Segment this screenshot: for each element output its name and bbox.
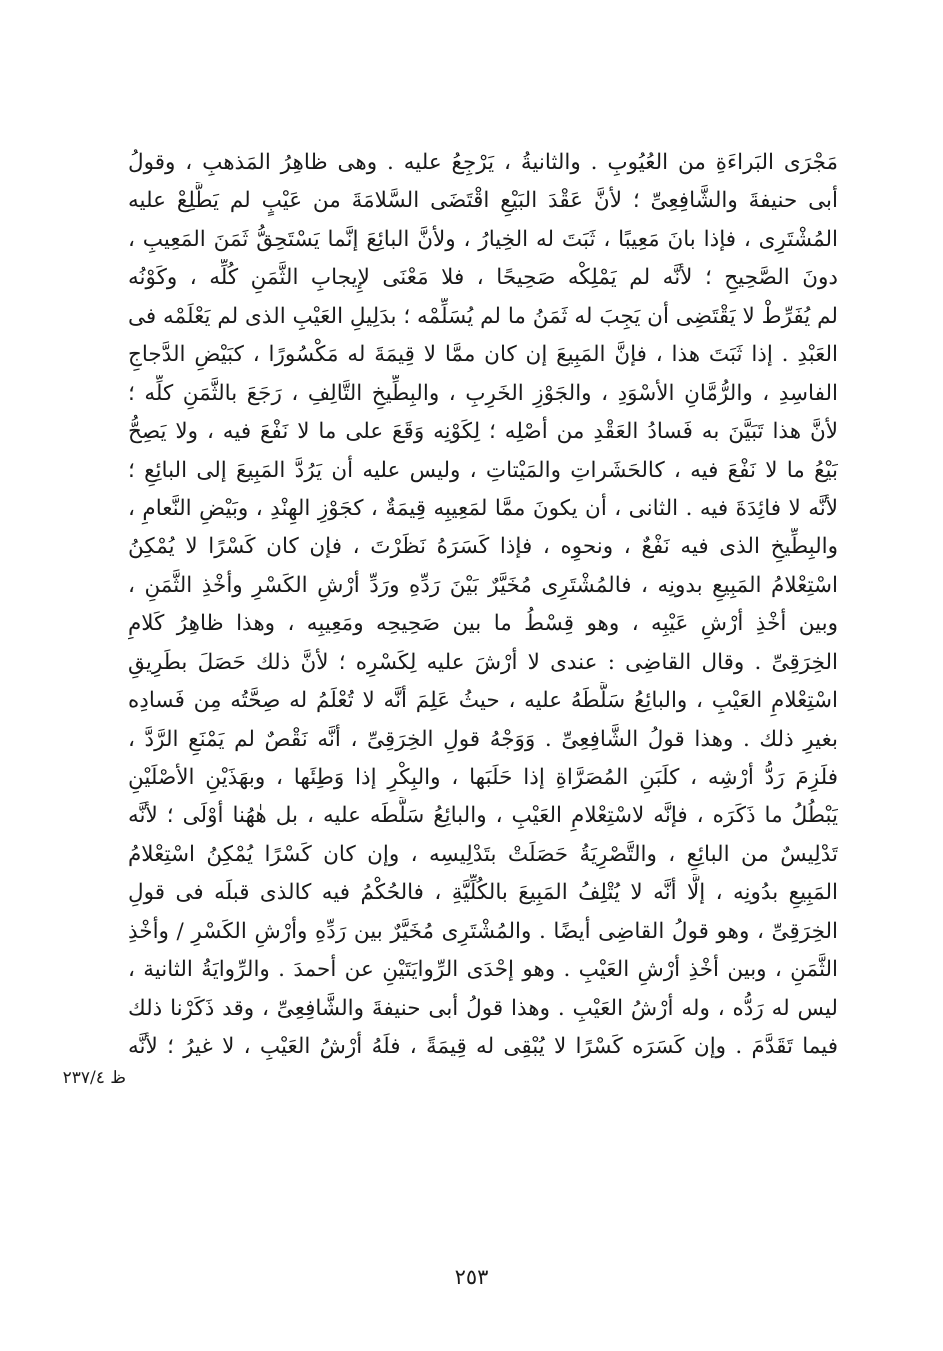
body-line: وبين أخْذِ أرْشِ عَيْبِه ، وهو قِسْطُ ما بين صَحِيحِه ومَعِيبِه ، وهذا ظاهِرُ كَلامِ bbox=[128, 611, 838, 637]
body-text bbox=[128, 144, 838, 1067]
body-line: اسْتِعْلامِ العَيْبِ ، والبائِعُ سَلَّطَهُ عليه ، حيثُ عَلِمَ أنَّه لا تُعْلَمُ له صِحَّتُه مِن فَسادِه bbox=[128, 688, 838, 714]
margin-note: ظ ٢٣٧/٤ bbox=[62, 1068, 126, 1088]
body-line: لأنَّه لا فائِدَةَ فيه . الثانى ، أن يكونَ ممَّا لمَعِيبِه قِيمَةٌ ، كجَوْزِ الهِنْدِ ، وبَيْضِ النَّعامِ ، bbox=[128, 495, 838, 521]
body-line: الخِرَقِىِّ . وقال القاضِى : عندى لا أرْشَ عليه لِكَسْرِه ؛ لأنَّ ذلك حَصَلَ بطَرِيقِ bbox=[128, 649, 838, 675]
body-line: فيما تَقَدَّمَ . وإن كَسَرَه كَسْرًا لا يُبْقِى له قِيمَةً ، فلَهُ أرْشُ العَيْبِ ، لا غيرُ ؛ لأنَّه bbox=[128, 1034, 838, 1060]
body-line: بغيرِ ذلك . وهذا قولُ الشَّافِعِىِّ . وَوَجْهُ قولِ الخِرَقِىِّ ، أنَّه نَقْصٌ لم يَمْنَعِ الرَّدَّ ، bbox=[128, 726, 838, 752]
body-line: ليس له رَدُّه ، وله أرْشُ العَيْبِ . وهذا قولُ أبى حنيفةَ والشَّافِعِىِّ ، وقد ذَكَرْنا ذلك bbox=[128, 995, 838, 1021]
body-line: المَبِيعِ بدُونِه ، إلَّا أنَّه لا يُتْلِفُ المَبِيعَ بالكُلِّيَّةِ ، فالحُكْمُ فيه كالذى قبلَه فى قولِ bbox=[128, 880, 838, 906]
body-line: فلَزِمَ رَدُّ أرْشِه ، كلَبَنِ المُصَرَّاةِ إذا حَلَبَها ، والبِكْرِ إذا وَطِئَها ، وبهَذَيْنِ الأصْلَيْنِ bbox=[128, 765, 838, 790]
body-line: تَدْلِيسٌ من البائِعِ ، والتَّصْرِيَةُ حَصَلَتْ بتَدْلِيسِه ، وإن كان كَسْرًا يُمْكِنُ اسْتِعْلامُ bbox=[128, 841, 838, 867]
body-line: الخِرَقِىِّ ، وهو قولُ القاضِى أيضًا . والمُشْتَرِى مُخَيَّرٌ بين رَدِّهِ وأرْشِ الكَسْرِ / وأخْذِ bbox=[128, 918, 838, 944]
body-line: يَبْطُلُ ما ذَكَرَه ، فإنَّه لاسْتِعْلامِ العَيْبِ ، والبائِعُ سَلَّطَه عليه ، بل هٰهُنا أوْلَى ؛ لأنَّه bbox=[128, 803, 838, 829]
body-line: بَيْعُ ما لا نَفْعَ فيه ، كالحَشَراتِ والمَيْتاتِ ، وليس عليه أن يَرُدَّ المَبِيعَ إلى البائِعِ ؛ bbox=[128, 457, 838, 483]
body-line: والبِطِّيخِ الذى فيه نَفْعٌ ، ونحوِه ، فإذا كَسَرَهُ نَظَرْتَ ، فإن كان كَسْرًا لا يُمْكِنُ bbox=[128, 534, 838, 560]
body-line: المُشْتَرِى ، فإذا بانَ مَعِيبًا ، ثَبَتَ له الخِيارُ ، ولأنَّ البائِعَ إنَّما يَسْتَحِقُّ ثَمَنَ المَعِيبِ ، bbox=[128, 226, 838, 252]
body-line: اسْتِعْلامُ المَبِيعِ بدونِه ، فالمُشْتَرِى مُخَيَّرٌ بَيْنَ رَدِّهِ ورَدِّ أرْشِ الكَسْرِ وأخْذِ الثَّمَنِ ، bbox=[128, 572, 838, 598]
body-line: لأنَّ هذا تَبَيَّنَ به فَسادُ العَقْدِ من أصْلِه ؛ لِكَوْنِه وَقَعَ على ما لا نَفْعَ فيه ، ولا يَصِحُّ bbox=[128, 419, 838, 445]
body-line: مَجْرَى البَراءَةِ من العُيُوبِ . والثانيةُ ، يَرْجِعُ عليه . وهى ظاهِرُ المَذهبِ ، وقولُ bbox=[128, 150, 838, 175]
page-number: ٢٥٣ bbox=[454, 1265, 489, 1289]
body-line: الثَّمَنِ ، وبين أخْذِ أرْشِ العَيْبِ . وهو إحْدَى الرِّوايَتَيْنِ عن أحمدَ . والرِّوايَةُ الثانية ، bbox=[128, 957, 838, 983]
body-line: أبى حنيفةَ والشَّافِعِىِّ ؛ لأنَّ عَقْدَ البَيْعِ اقْتَضَى السَّلامَةَ من عَيْبٍ لم يَطَّلِعْ عليه bbox=[128, 188, 838, 214]
body-line: العَبْدِ . إذا ثَبَتَ هذا ، فإنَّ المَبِيعَ إن كان ممَّا لا قِيمَةَ له مَكْسُورًا ، كبَيْضِ الدَّجاجِ bbox=[128, 342, 838, 368]
body-line: لم يُفَرِّطْ لا يَقْتَضِى أن يَجِبَ له ثَمَنُ ما لم يُسَلِّمْه ؛ بدَلِيلِ العَيْبِ الذى لم يَعْلَمْه فى bbox=[128, 303, 838, 329]
body-line: دونَ الصَّحِيحِ ؛ لأنَّه لم يَمْلِكْه صَحِيحًا ، فلا مَعْنَى لإِيجابِ الثَّمَنِ كُلِّه ، وكَوْنُه bbox=[128, 265, 838, 291]
body-line: الفاسِدِ ، والرُّمَّانِ الأسْوَدِ ، والجَوْزِ الخَرِبِ ، والبِطِّيخِ التَّالِفِ ، رَجَعَ بالثَّمَنِ كلِّه ؛ bbox=[128, 380, 838, 406]
